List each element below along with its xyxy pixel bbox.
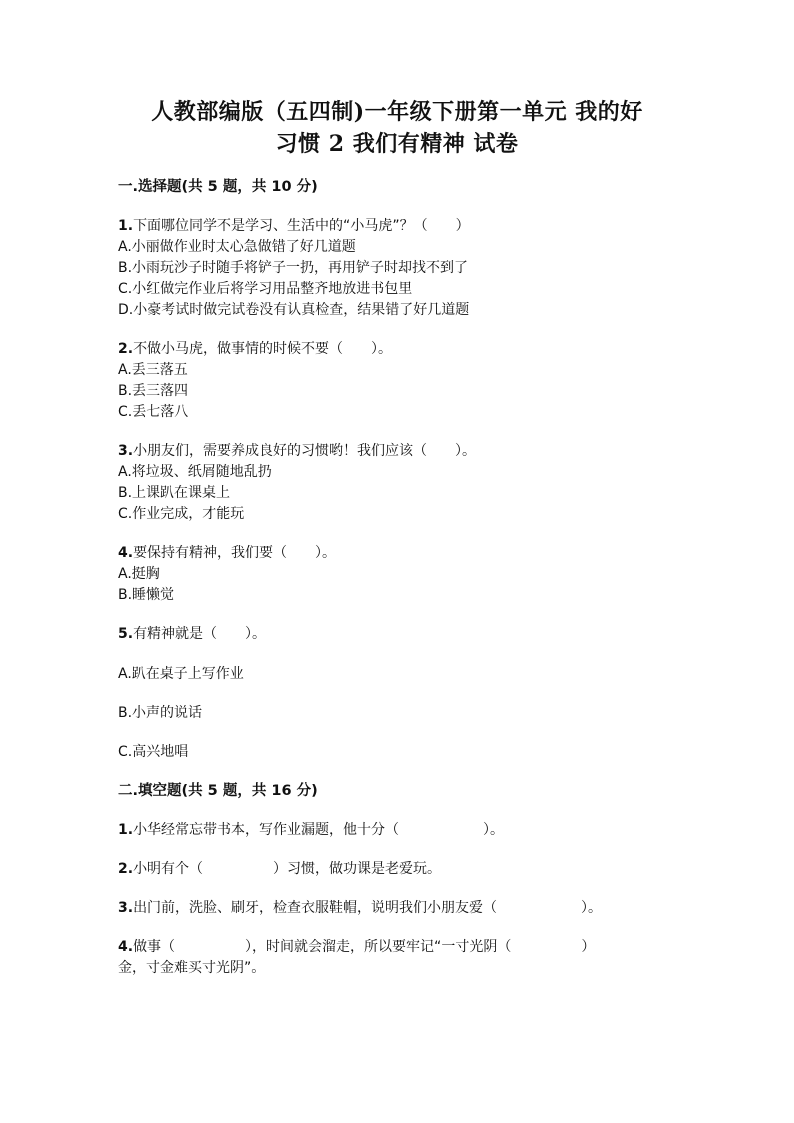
q5-option-b: B.小声的说话 — [118, 705, 203, 721]
choice-question-3 — [118, 441, 476, 461]
q4-option-a: A.挺胸 — [118, 566, 160, 582]
q2-option-b: B.丢三落四 — [118, 383, 189, 399]
q3-option-a: A.将垃圾、纸屑随地乱扔 — [118, 464, 272, 480]
q4-option-b: B.睡懒觉 — [118, 587, 175, 603]
question-number: 4. — [118, 939, 134, 955]
question-number: 3. — [118, 900, 134, 916]
question-stem: 要保持有精神，我们要（ ）。 — [133, 545, 337, 561]
fill-question-1 — [118, 820, 504, 840]
fill-question-2 — [118, 859, 441, 879]
section-heading-choice: 一.选择题(共 5 题，共 10 分) — [118, 179, 318, 195]
choice-question-1 — [118, 216, 470, 236]
q2-option-a: A.丢三落五 — [118, 362, 188, 378]
question-number: 3. — [118, 443, 134, 459]
q1-option-d: D.小豪考试时做完试卷没有认真检查，结果错了好几道题 — [118, 302, 470, 318]
q3-option-c: C.作业完成，才能玩 — [118, 506, 245, 522]
fill-question-4 — [118, 937, 595, 957]
question-stem: 下面哪位同学不是学习、生活中的“小马虎”？（ ） — [133, 218, 470, 234]
question-stem: 小华经常忘带书本，写作业漏题，他十分（ ）。 — [133, 822, 505, 838]
fill-question-4-continuation: 金，寸金难买寸光阴”。 — [118, 960, 266, 976]
q1-option-b: B.小雨玩沙子时随手将铲子一扔，再用铲子时却找不到了 — [118, 260, 469, 276]
q1-option-c: C.小红做完作业后将学习用品整齐地放进书包里 — [118, 281, 413, 297]
question-stem: 有精神就是（ ）。 — [133, 626, 267, 642]
question-stem: 小明有个（ ）习惯，做功课是老爱玩。 — [133, 861, 442, 877]
question-stem: 小朋友们，需要养成良好的习惯哟！我们应该（ ）。 — [133, 443, 477, 459]
question-number: 5. — [118, 626, 134, 642]
fill-question-3 — [118, 898, 602, 918]
question-stem: 不做小马虎，做事情的时候不要（ ）。 — [133, 341, 393, 357]
q1-option-a: A.小丽做作业时太心急做错了好几道题 — [118, 239, 356, 255]
choice-question-2 — [118, 339, 392, 359]
exam-title-line-2: 习惯 2 我们有精神 试卷 — [275, 131, 519, 157]
question-stem: 出门前，洗脸、刷牙，检查衣服鞋帽，说明我们小朋友爱（ ）。 — [133, 900, 603, 916]
question-number: 1. — [118, 822, 134, 838]
q5-option-a: A.趴在桌子上写作业 — [118, 666, 244, 682]
question-number: 2. — [118, 341, 134, 357]
choice-question-4 — [118, 543, 336, 563]
exam-title-line-1: 人教部编版（五四制)一年级下册第一单元 我的好 — [151, 99, 643, 125]
question-number: 2. — [118, 861, 134, 877]
q2-option-c: C.丢七落八 — [118, 404, 189, 420]
question-number: 1. — [118, 218, 134, 234]
question-number: 4. — [118, 545, 134, 561]
q5-option-c: C.高兴地唱 — [118, 744, 189, 760]
q3-option-b: B.上课趴在课桌上 — [118, 485, 231, 501]
question-stem: 做事（ ），时间就会溜走，所以要牢记“一寸光阴（ ） — [133, 939, 596, 955]
section-heading-fill-blank: 二.填空题(共 5 题，共 16 分) — [118, 783, 318, 799]
choice-question-5 — [118, 624, 266, 644]
